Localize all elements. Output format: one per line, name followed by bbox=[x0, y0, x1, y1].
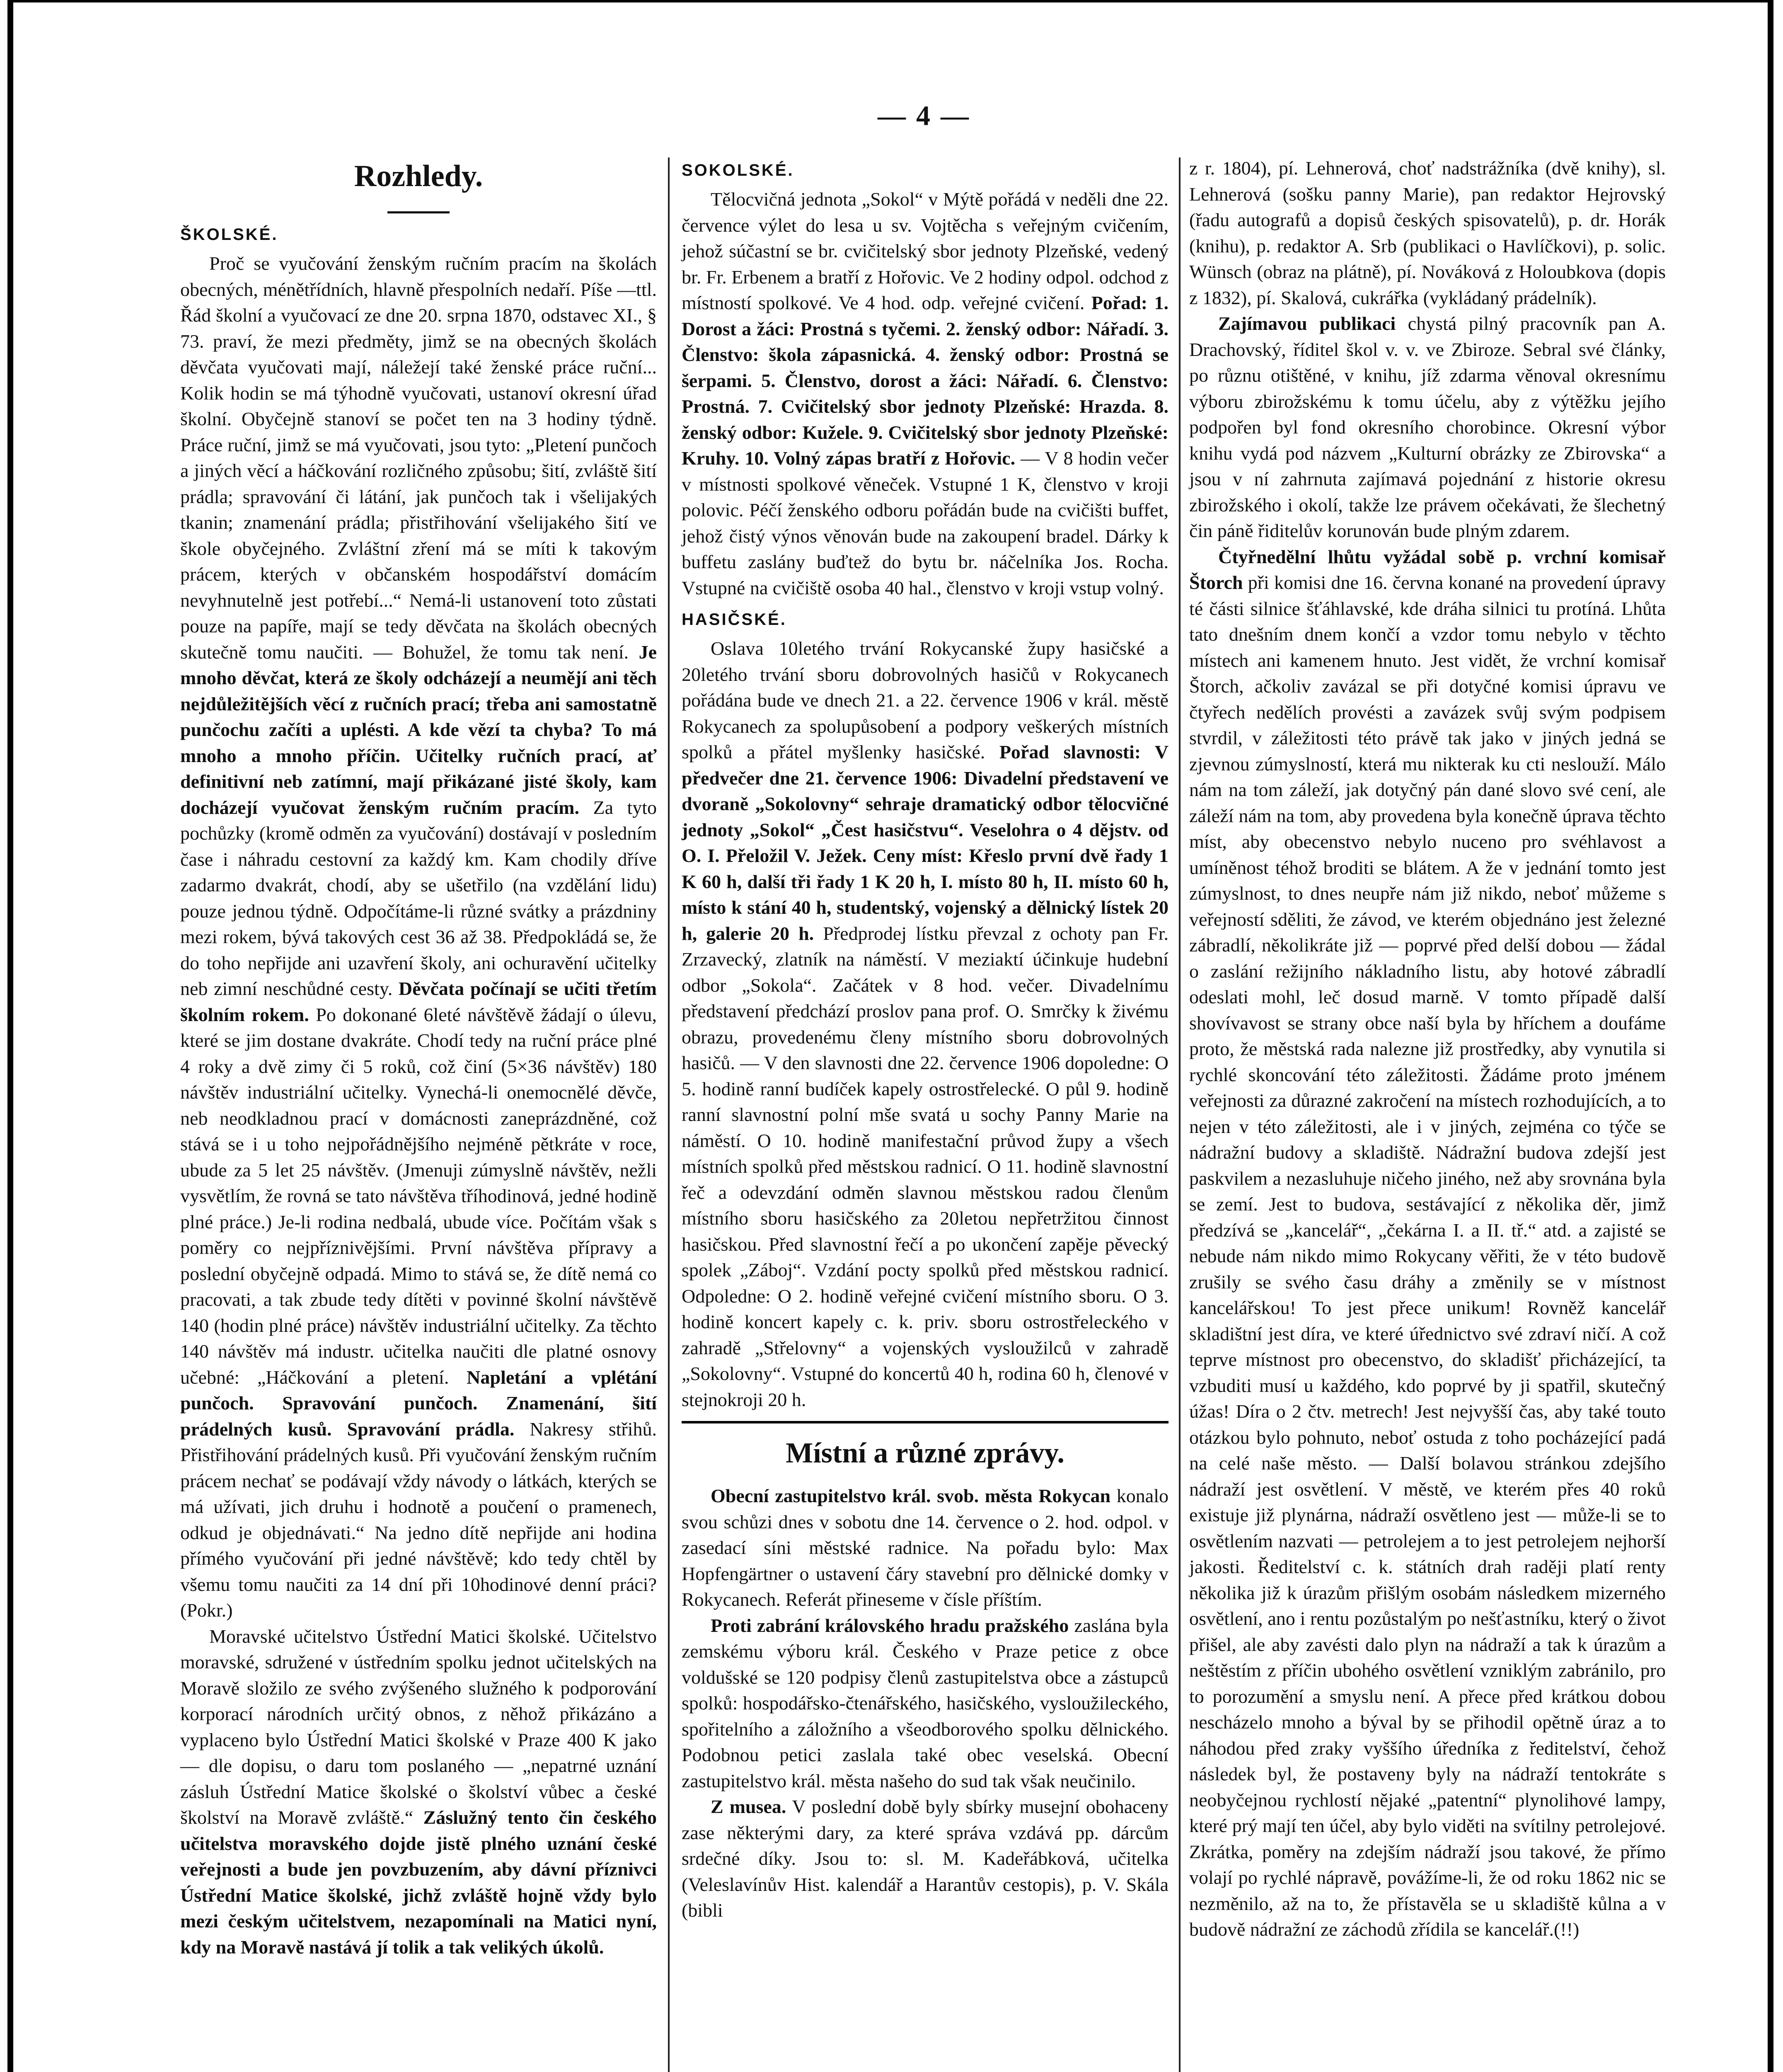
article-zajimava-publikace bbox=[1189, 311, 1666, 544]
article-prazsky-hrad bbox=[682, 1613, 1169, 1794]
text-run-bold: Záslužný tento čin českého učitelstva moravského dojde jistě plného uznání české veřejnosti a bude jen povzbuzením, aby dávní příznivci Ústřední Matice školské, jichž zvláště hojně vždy bylo mezi českým učitelstvem, nezapomínali na Matici nyní, kdy na Moravě nastává jí tolik a tak velikých úkolů. bbox=[180, 1807, 657, 1958]
text-run: V poslední době byly sbírky musejní obohaceny zase některými dary, za které správa vzdává pp. dárcům srdečné díky. Jsou to: sl. M. Kadeřábková, učitelka (Veleslavínův Hist. kalendář a Harantův cestopis), p. V. Skála (bibli bbox=[682, 1796, 1169, 1921]
text-run-bold: Obecní zastupitelstvo král. svob. města Rokycan bbox=[711, 1485, 1111, 1506]
page-number: — 4 — bbox=[878, 100, 970, 131]
section-heading-hasicske: HASIČSKÉ. bbox=[682, 610, 787, 629]
section-title-mistni-zpravy: Místní a různé zprávy. bbox=[786, 1437, 1064, 1469]
article-obecni-zastupitelstvo bbox=[682, 1483, 1169, 1613]
article-rucni-prace bbox=[180, 251, 657, 1624]
article-z-musea bbox=[682, 1794, 1169, 1924]
text-run: — V 8 hodin večer v místnosti spolkové věneček. Vstupné 1 K, členstvo v kroji polovic. Péčí ženského odboru pořádán bude na cvičišti buffet, jehož čistý výnos věnován bude na zakoupení bradel. Dárky k buffetu zaslány buďtež do bytu br. náčelníka Jos. Rocha. Vstupné na cvičiště osoba 40 hal., členstvo v kroji vstup volný. bbox=[682, 448, 1169, 598]
text-run: Po dokonané 6leté návštěvě žádají o úlevu, které se jim dostane dvakráte. Chodí tedy na ruční práce plné 4 roky a dvě zimy či 5 roků, což činí (5×36 návštěv) 180 návštěv industriální učitelky. Vynechá-li onemocnělé děvče, neb neodkladnou prací v domácnosti zaneprázdněné, což stává se i u toho nejpořádnějšího nejméně pětkráte v roce, ubude za 5 let 25 návštěv. (Jmenuji zúmyslně návštěv, nežli vysvětlím, že rovná se tato návštěva tříhodinová, jedné hodině plné práce.) Je-li rodina nedbalá, ubude více. Počítám však s poměry co nejpříznivějšími. První návštěva přípravy a poslední obyčejně odpadá. Mimo to stává se, že dítě nemá co pracovati, a tak zbude tedy dítěti v povinné školní návštěvě 140 (hodin plné práce) návštěv industriální učitelky. Za těchto 140 návštěv má industr. učitelka naučiti dle platné osnovy učebné: „Háčkování a pletení. bbox=[180, 1004, 657, 1388]
article-komisar-storch bbox=[1189, 544, 1666, 1943]
text-run-bold: Čtyřnedělní lhůtu vyžádal sobě p. vrchní komisař Štorch bbox=[1189, 546, 1666, 593]
text-run: konalo svou schůzi dnes v sobotu dne 14. července o 2. hod. odpol. v zasedací síni městské radnice. Na pořadu bylo: Max Hopfengärtner o ustavení čáry stavební pro dělnické domky v Rokycanech. Referát přineseme v čísle příštím. bbox=[682, 1485, 1169, 1610]
text-run-bold: Napletání a vplétání punčoch. Spravování punčoch. Znamenání, šití prádelných kusů. Spravování prádla. bbox=[180, 1366, 657, 1440]
article-z-musea-continued bbox=[1189, 155, 1666, 311]
article-sokol-myto bbox=[682, 186, 1169, 601]
column-2 bbox=[682, 157, 1169, 1924]
text-run: Proč se vyučování ženským ručním pracím na školách obecných, ménětřídních, hlavně přespolních nedaří. Píše —ttl. Řád školní a vyučovací ze dne 20. srpna 1870, odstavec XI., § 73. praví, že mezi předměty, jimž se na obecných školách děvčata vyučovati mají, náležejí také ženské práce ruční... Kolik hodin se má týhodně vyučovati, ustanoví okresní úřad školní. Obyčejně stanoví se počet ten na 3 hodiny týdně. Práce ruční, jimž se má vyučovati, jsou tyto: „Pletení punčoch a jiných věcí a háčkování rozličného způsobu; šití, zvláště šití prádla; spravování či látání, jak punčoch tak i všelijakých tkanin; znamenání prádla; přistřihování všelijakého šití ve škole obyčejného. Zvláštní zření má se míti k takovým prácem, kterých v občanském hospodářství domácím nevyhnutelně jest potřebí...“ Nemá-li ustanovení toto zůstati pouze na papíře, mají se tedy děvčata na školách obecných skutečně tomu naučiti. — Bohužel, že tomu tak není. bbox=[180, 253, 657, 663]
article-matice-skolska bbox=[180, 1624, 657, 1961]
text-run-bold: Pořad slavnosti: V předvečer dne 21. července 1906: Divadelní představení ve dvoraně „Sokolovny“ sehraje dramatický odbor tělocvičné jednoty „Sokol“ „Čest hasičstvu“. Veselohra o 4 dějstv. od O. I. Přeložil V. Ježek. Ceny míst: Křeslo první dvě řady 1 K 60 h, další tři řady 1 K 20 h, I. místo 80 h, II. místo 60 h, místo k stání 40 h, studentský, vojenský a dělnický lístek 20 h, galerie 20 h. bbox=[682, 741, 1169, 944]
title-underline bbox=[387, 211, 450, 213]
column-3 bbox=[1189, 155, 1666, 1943]
column-rule-right bbox=[1179, 157, 1181, 2072]
text-run-bold: Pořad: 1. Dorost a žáci: Prostná s tyčemi. 2. ženský odbor: Nářadí. 3. Členstvo: škola zápasnická. 4. ženský odbor: Prostná se šerpami. 5. Členstvo, dorost a žáci: Nářadí. 6. Členstvo: Prostná. 7. Cvičitelský sbor jednoty Plzeňské: Hrazda. 8. ženský odbor: Kužele. 9. Cvičitelský sbor jednoty Plzeňské: Kruhy. 10. Volný zápas bratří z Hořovic. bbox=[682, 292, 1169, 469]
text-run: zaslána byla zemskému výboru král. Českého v Praze petice z obce voldušské se 120 podpisy členů zastupitelstva obce a zástupců spolků: hospodářsko-čtenářského, hasičského, vysloužileckého, spořitelního a záložního a všeodborového spolku dělnického. Podobnou petici zaslala také obec veselská. Obecní zastupitelstvo král. města našeho do sud tak však neučinilo. bbox=[682, 1615, 1169, 1791]
text-run: z r. 1804), pí. Lehnerová, choť nadstrážníka (dvě knihy), sl. Lehnerová (sošku panny Marie), pan redaktor Hejrovský (řadu autografů a dopisů českých spisovatelů), p. dr. Horák (knihu), p. redaktor A. Srb (publikaci o Havlíčkovi), p. solic. Wünsch (obraz na plátně), pí. Nováková z Holoubkova (dopis z 1832), pí. Skalová, cukrářka (vykládaný prádelník). bbox=[1189, 157, 1666, 308]
text-run: Tělocvičná jednota „Sokol“ v Mýtě pořádá v neděli dne 22. července výlet do lesa u sv. Vojtěcha s veřejným cvičením, jehož súčastní se br. cvičitelský sbor jednoty Plzeňské, vedený br. Fr. Erbenem a bratří z Hořovic. Ve 2 hodiny odpol. odchod z místností spolkové. Ve 4 hod. odp. veřejné cvičení. bbox=[682, 189, 1169, 313]
column-rule-left bbox=[668, 157, 670, 2072]
text-run-bold: Proti zabrání královského hradu pražského bbox=[711, 1615, 1069, 1636]
section-title-rozhledy: Rozhledy. bbox=[354, 159, 483, 193]
text-run: Moravské učitelstvo Ústřední Matici školské. Učitelstvo moravské, sdružené v ústředním spolku jednot učitelských na Moravě složilo ze svého zvýšeného služného k podporování korporací národních určitý obnos, z něhož přikázáno a vyplaceno bylo Ústřední Matici školské v Praze 400 K jako — dle dopisu, o daru tom poslaného — „nepatrné uznání zásluh Ústřední Matice školské o školství vůbec a české školství na Moravě zvláště.“ bbox=[180, 1625, 657, 1828]
text-run-bold: Děvčata počínají se učiti třetím školním rokem. bbox=[180, 978, 657, 1025]
text-run-bold: Je mnoho děvčat, která ze školy odcházejí a neumějí ani těch nejdůležitějších věcí z ručních prací; třeba ani samostatně punčochu začíti a uplésti. A kde vězí ta chyba? To má mnoho a mnoho příčin. Učitelky ručních prací, ať definitivní neb zatímní, mají přikázané jisté školy, kam docházejí vyučovat ženským ručním pracím. bbox=[180, 641, 657, 818]
column-1 bbox=[180, 157, 657, 1960]
text-run: Nakresy střihů. Přistřihování prádelných kusů. Při vyučování ženským ručním prácem nechať se podávají vždy návody o látkách, kterých se má užívati, jich druhu i hodnotě a poučení o pramenech, odkud je objednávati.“ Na jedno dítě nepřijde ani hodina přímého vyučování při jedné návštěvě; kdo tedy chtěl by všemu tomu naučiti za 14 dní při 10hodinové denní práci? (Pokr.) bbox=[180, 1418, 657, 1621]
article-hasici-rokycany bbox=[682, 636, 1169, 1413]
text-run: při komisi dne 16. června konané na provedení úpravy té části silnice šťáhlavské, kde dráha silnici tu protíná. Lhůta tato dnešním dnem končí a vzdor tomu nebylo v těchto místech ani kamenem hnuto. Jest vidět, že vrchní komisař Štorch, ačkoliv zavázal se při dotyčné komisi úpravu ve čtyřech nedělích provésti a zavázek svůj svým podpisem stvrdil, v záležitosti této právě tak jako v jiných jedná se zjevnou zúmyslností, která mu nikterak ku cti neslouží. Málo nám na tom záleží, jak dotyčný pán dané slovo své cení, ale záleží nám na tom, aby provedena byla konečně úprava těchto míst, aby obecenstvo nebylo nuceno pro svéhlavost a umíněnost téhož broditi se blátem. A že v jednání tomto jest zúmyslnost, to dnes neupře nám již nikdo, neboť můžeme s veřejností sděliti, že závod, ve kterém objednáno jest železné zábradlí, několikráte již — poprvé před delší dobou — žádal o zaslání režijního nákladního listu, aby hotové zábradlí odeslati mohl, leč dosud marně. V tomto případě další shovívavost se strany obce naší byla by hříchem a doufáme proto, že městská rada nalezne již prostředky, aby vynutila si rychlé skoncování této záležitosti. Žádáme proto jménem veřejnosti za důrazné zakročení na místech rozhodujících, a to nejen v této záležitosti, ale i v jiných, zejména co týče se nádražní budovy a skladiště. Nádražní budova zdejší jest paskvilem a nezasluhuje ničeho jiného, než aby srovnána byla se zemí. Jest to budova, sestávající z několika děr, jimž předzívá se „kancelář“, „čekárna I. a II. tř.“ atd. a zajisté se nebude nám nikdo mimo Rokycany věřiti, že v této budově zrušily se svého času dráhy a změnily se v místnost kancelářskou! To jest přece unikum! Rovněž kancelář skladištní jest díra, ve které úřednictvo své zdraví ničí. A což teprve místnost pro obecenstvo, do skladišť přicházející, ta vzbuditi musí u každého, kdo poprvé by ji spatřil, skutečný úžas! Díra o 2 čtv. metrech! Jest nejvyšší čas, aby také touto otázkou bylo pohnuto, neboť ostuda z toho pocházející padá na celé naše město. — Další bolavou stránkou zdejšího nádraží jest osvětlení. V městě, ve kterém přes 40 roků existuje již plynárna, nádraží osvětleno jest — může-li se to osvětlením nazvati — petrolejem a to jest petrolejem nejhorší jakosti. Ředitelství c. k. státních drah raději platí renty několika již k úrazům přišlým osobám následkem mizerného osvětlení, ano i rentu pozůstalým po nešťastníku, který o život přišel, ale aby zavésti dalo plyn na nádraží a tak k úrazům a neštěstím z příčin ubohého osvětlení vzniklým zabránilo, pro to porozumění a smyslu není. A přece před krátkou dobou nescházelo mnoho a býval by se přihodil opětně úraz a to náhodou před zraky vyššího úředníka z ředitelství, čehož následek byl, že postaveny byly na nádraží tentokráte s neobyčejnou rychlostí nějaké „patentní“ plynolihové lampy, které prý mají ten účel, aby bylo viděti na svítilny petrolejové. Zkrátka, poměry na zdejším nádraží jsou takové, že přímo volají po rychlé nápravě, povážíme-li, že od roku 1862 nic se nezměnilo, až na to, že přístavěla se u skladiště kůlna a v budově nádražní ze záchodů zřídila se kancelář.(!!) bbox=[1189, 572, 1666, 1940]
text-run: Za tyto pochůzky (kromě odměn za vyučování) dostávají v posledním čase i náhradu cestovní za každý km. Kam chodily dříve zadarmo dvakrát, chodí, aby se ušetřilo (na vzdělání lidu) pouze jednou týdně. Odpočítáme-li různé svátky a prázdniny mezi rokem, bývá takových cest 36 až 38. Předpokládá se, že do toho nepřijde ani uzavření školy, ani ochuravění učitelky neb zimní neschůdné cesty. bbox=[180, 796, 657, 999]
text-run: Oslava 10letého trvání Rokycanské župy hasičské a 20letého trvání sboru dobrovolných hasičů v Rokycanech pořádána bude ve dnech 21. a 22. července 1906 v král. městě Rokycanech za spolupůsobení a podpory veškerých místních spolků a přátel myšlenky hasičské. bbox=[682, 638, 1169, 762]
section-heading-sokolske: SOKOLSKÉ. bbox=[682, 161, 794, 179]
text-run: Předprodej lístku převzal z ochoty pan Fr. Zrzavecký, zlatník na náměstí. V meziaktí účinkuje hudební odbor „Sokola“. Začátek v 8 hod. večer. Divadelnímu představení předchází proslov pana prof. O. Smrčky k živému obrazu, provedenému členy místního sboru dobrovolných hasičů. — V den slavnosti dne 22. července 1906 dopoledne: O 5. hodině ranní budíček kapely ostrostřelecké. O půl 9. hodině ranní slavnostní polní mše svatá u sochy Panny Marie na náměstí. O 10. hodině manifestační průvod župy a všech místních spolků před městskou radnicí. O 11. hodině slavnostní řeč a odevzdání odměn slavnou městskou radou členům místního sboru hasičského za 20letou nepřetržitou činnost hasičskou. Před slavnostní řečí a po ukončení zapěje pěvecký spolek „Záboj“. Vzdání pocty spolků před městskou radnicí. Odpoledne: O 2. hodině veřejné cvičení místního sboru. O 3. hodině koncert kapely c. k. priv. sboru ostrostřeleckého v zahradě „Střelovny“ a vojenských vysloužilců v zahradě „Sokolovny“. Vstupné do koncertů 40 h, rodina 60 h, členové v stejnokroji 20 h. bbox=[682, 922, 1169, 1410]
text-run-bold: Zajímavou publikaci bbox=[1218, 313, 1396, 334]
text-run-bold: Z musea. bbox=[711, 1796, 786, 1817]
section-divider bbox=[682, 1421, 1169, 1423]
text-run: chystá pilný pracovník pan A. Drachovský, říditel škol v. v. ve Zbiroze. Sebral své články, po různu otištěné, v knihu, jíž zdarma věnoval okresnímu výboru zbirožskému k tomu účelu, aby z výtěžku jejího podpořen byl fond okresního chorobince. Okresní výbor knihu vydá pod názvem „Kulturní obrázky ze Zbirovska“ a jsou v ní zahrnuta zajímavá pojednání z historie okresu zbirožského i okolí, takže lze právem očekávati, že šlechetný čin páně řiditelův korunován bude plným zdarem. bbox=[1189, 313, 1666, 541]
section-heading-skolske: ŠKOLSKÉ. bbox=[180, 225, 278, 244]
